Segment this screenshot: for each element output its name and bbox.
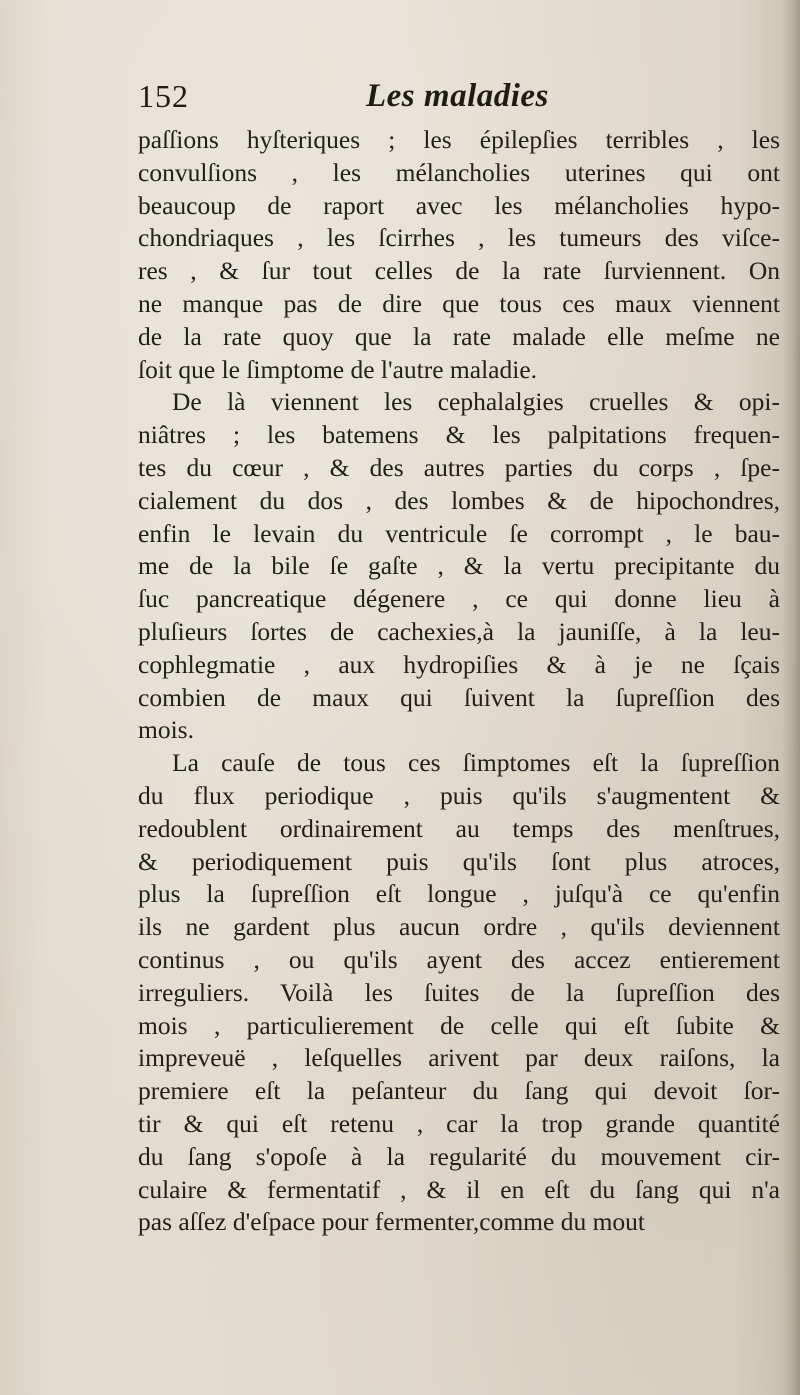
text-line: du ſang s'opoſe à la regularité du mouvement cir- [138, 1141, 780, 1171]
text-line: enfin le levain du ventricule ſe corrompt , le bau- [138, 518, 780, 548]
text-line: mois. [138, 715, 194, 745]
text-line: premiere eſt la peſanteur du ſang qui devoit ſor- [138, 1076, 780, 1106]
text-line: cialement du dos , des lombes & de hipochondres, [138, 485, 780, 515]
text-line: pluſieurs ſortes de cachexies,à la jauniſſe, à la leu- [138, 616, 780, 646]
running-title: Les maladies [366, 78, 549, 114]
text-line: ne manque pas de dire que tous ces maux viennent [138, 288, 780, 318]
text-line: continus , ou qu'ils ayent des accez entierement [138, 944, 780, 974]
text-line: beaucoup de raport avec les mélancholies hypo- [138, 190, 780, 220]
text-line: combien de maux qui ſuivent la ſupreſſion des [138, 682, 780, 712]
paragraph [138, 124, 780, 386]
text-line: mois , particulierement de celle qui eſt ſubite & [138, 1010, 780, 1040]
body-text [138, 124, 780, 1239]
text-line: ils ne gardent plus aucun ordre , qu'ils deviennent [138, 912, 780, 942]
text-line: cophlegmatie , aux hydropiſies & à je ne ſçais [138, 649, 780, 679]
text-line: ſuc pancreatique dégenere , ce qui donne lieu à [138, 584, 780, 614]
text-line: niâtres ; les batemens & les palpitations frequen- [138, 420, 780, 450]
text-line: plus la ſupreſſion eſt longue , juſqu'à ce qu'enfin [138, 879, 780, 909]
text-line: de la rate quoy que la rate malade elle meſme ne [138, 321, 780, 351]
page-edge-shadow [782, 0, 800, 1395]
text-line: pas aſſez d'eſpace pour fermenter,comme du mout [138, 1207, 645, 1237]
text-line: redoublent ordinairement au temps des menſtrues, [138, 813, 780, 843]
page-header [138, 78, 778, 122]
text-line: culaire & fermentatif , & il en eſt du ſang qui n'a [138, 1174, 780, 1204]
text-line: impreveuë , leſquelles arivent par deux raiſons, la [138, 1043, 780, 1073]
text-line: tir & qui eſt retenu , car la trop grande quantité [138, 1108, 780, 1138]
paragraph [138, 747, 780, 1239]
text-line: irreguliers. Voilà les ſuites de la ſupreſſion des [138, 977, 780, 1007]
paragraph [138, 386, 780, 747]
text-line: chondriaques , les ſcirrhes , les tumeurs des viſce- [138, 223, 780, 253]
text-line: me de la bile ſe gaſte , & la vertu precipitante du [138, 551, 780, 581]
text-line: De là viennent les cephalalgies cruelles & opi- [172, 387, 780, 417]
text-line: res , & ſur tout celles de la rate ſurviennent. On [138, 256, 780, 286]
text-line: & periodiquement puis qu'ils ſont plus atroces, [138, 846, 780, 876]
text-line: du flux periodique , puis qu'ils s'augmentent & [138, 780, 780, 810]
text-line: paſſions hyſteriques ; les épilepſies terribles , les [138, 125, 780, 154]
text-line: ſoit que le ſimptome de l'autre maladie. [138, 354, 538, 384]
text-line: tes du cœur , & des autres parties du corps , ſpe- [138, 452, 780, 482]
text-line: La cauſe de tous ces ſimptomes eſt la ſupreſſion [172, 748, 780, 778]
page-number: 152 [138, 78, 189, 114]
text-line: convulſions , les mélancholies uterines qui ont [138, 157, 780, 187]
